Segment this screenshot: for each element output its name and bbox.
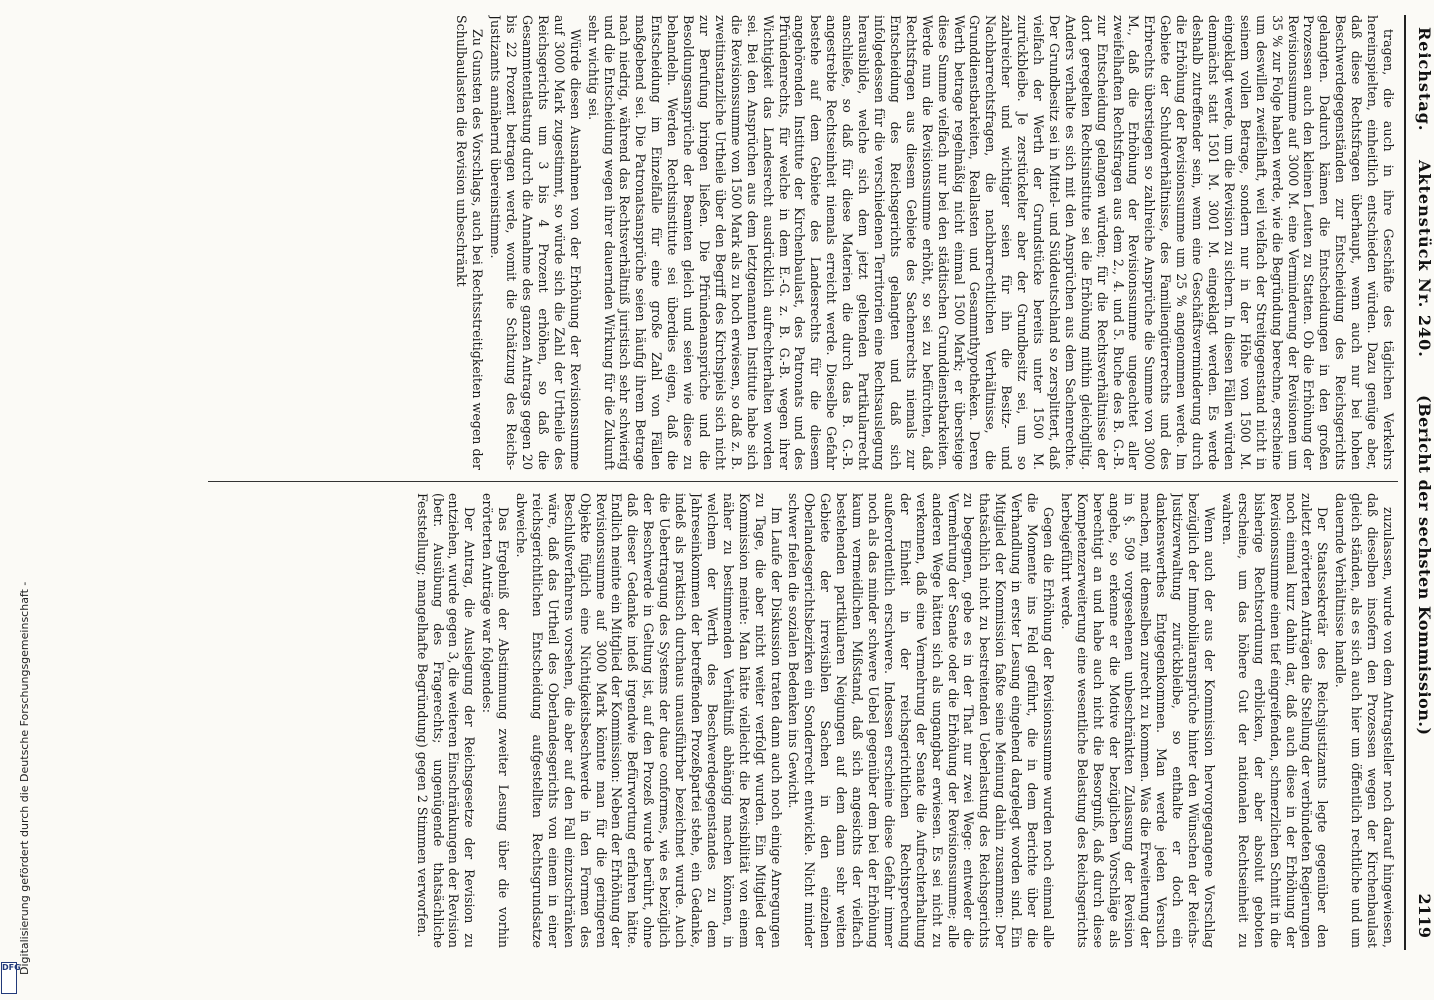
paragraph: Der Staatssekretär des Reichsjustizamts legte gegenüber den zuletzt erörterten Anträgen die Stellung der verbündeten Regierungen noch einmal kurz dahin dar, daß auch diese in der Erhöhung der Revisionssumme einen tief eingreifenden, schmerzlichen Schnitt in die bisherige Rechtsordnung erblicken, der aber absolut geboten erscheine, um das höhere Gut der nationalen Rechtseinheit zu wahren. — [1219, 493, 1331, 948]
paragraph: tragen, die auch in ihre Geschäfte des täglichen Verkehrs hereinspielten, einheitlich entschieden würden. Dazu genüge aber, daß diese Rechtsfragen überhaupt, wenn auch nur bei hohen Beschwerdegegenständen zur Entscheidung des Reichsgerichts gelangten. Dadurch kämen die Entscheidungen in den großen Prozessen auch den kleinen Leuten zu Statten. Ob die Erhöhung der Revisionssumme auf 3000 M. eine Verminderung der Revisionen um 35 % zur Folge haben werde, wie die Begründung berechne, erscheine um deswillen zweifelhaft, weil vielfach der Streitgegenstand nicht in seinem vollen Betrage, sondern nur in der Höhe von 1500 M. eingeklagt werde, um die Revision zu sichern. In diesen Fällen würden demnächst statt 1501 M. 3001 M. eingeklagt werden. Es werde deshalb zutreffender sein, wenn eine Geschäftsverminderung durch die Erhöhung der Revisionssumme um 25 % angenommen werde. Im Gebiete der Schuldverhältnisse, des Familiengüterrechts und des Erbrechts überstiegen so zahlreiche Ansprüche die Summe von 3000 M., daß die Erhöhung der Revisionssumme ungeachtet aller zweifelhaften Rechtsfragen aus dem 2., 4. und 5. Buche des B. G.-B. zur Entscheidung gelangen würden; für die Rechtsverhältnisse der dort geregelten Rechtsinstitute sei die Erhöhung mithin gleichgiltig. Anders verhalte es sich mit den Ansprüchen aus dem Sachenrechte. Der Grundbesitz sei in Mittel- und Süddeutschland so zersplittert, daß vielfach der Werth der Grundstücke bereits unter 1500 M. zurückbleibe. Je zerstückelter aber der Grundbesitz sei, um so zahlreicher und wichtiger seien für ihn die Besitz- und Nachbarrechtsfragen, die nachbarrechtlichen Verhältnisse, die Grunddienstbarkeiten, Reallasten und Gesammthypotheken. Deren Werth betrage regelmäßig nicht einmal 1500 Mark; er übersteige diese Summe vielfach nur bei den städtischen Grunddienstbarkeiten. Werde nun die Revisionssumme erhöht, so sei zu befürchten, daß Rechtsfragen aus diesem Gebiete des Sachenrechts niemals zur Entscheidung des Reichsgerichts gelangten und daß sich infolgedessen für die verschiedenen Territorien eine Rechtsauslegung herausbilde, welche sich dem jetzt geltenden Partikularrecht anschließe, so daß für diese Materien die durch das B. G.-B. angestrebte Rechtseinheit niemals erreicht werde. Dieselbe Gefahr bestehe auf dem Gebiete des Landesrechts für die diesem angehörenden Institute der Kirchenbaulast, des Patronats und des Pfründenrechts, für welche in dem E.-G. z. B. G.-B. wegen ihrer Wichtigkeit das Landesrecht ausdrücklich aufrechterhalten worden sei. Bei den Ansprüchen aus dem letztgenannten Institute habe sich die Revisionssumme von 1500 Mark als zu hoch erwiesen, so daß z. B. zweitinstanzliche Urtheile über den Begriff des Kirchspiels sich nicht zur Berufung bringen ließen. Die Pfründenansprüche und die Besoldungsansprüche der Beamten gleich und seien wie diese zu behandeln. Werden Rechtsinstitute sei überdies eigen, daß die Entscheidung im Einzelfalle für eine große Zahl von Fällen maßgebend sei. Die Patronatsansprüche seien häufig ihrem Betrage nach niedrig, während das Rechtsverhältniß juristisch sehr schwierig und die Entscheidung wegen ihrer dauernden Wirkung für die Zukunft sehr wichtig sei. — [585, 15, 1396, 470]
page-content — [190, 15, 1434, 950]
paragraph: Gegen die Erhöhung der Revisionssumme wurden noch einmal alle die Momente ins Feld geführt, die in dem Berichte über die Verhandlung in erster Lesung eingehend dargelegt worden sind. Ein Mitglied der Kommission faßte seine Meinung dahin zusammen: Der thatsächlich nicht zu bestreitenden Ueberlastung des Reichsgerichts zu begegnen, gebe es in der That nur zwei Wege: entweder die Vermehrung der Senate oder die Erhöhung der Revisionssumme; alle anderen Wege hätten sich als ungangbar erwiesen. Es sei nicht zu verkennen, daß eine Vermehrung der Senate die Aufrechterhaltung der Einheit in der reichsgerichtlichen Rechtsprechung außerordentlich erschwere. Indessen erscheine diese Gefahr immer noch als das minder schwere Uebel gegenüber dem bei der Erhöhung kaum vermeidlichen Mißstand, daß sich angesichts der vielfach bestehenden partikularen Neigungen auf dem dann sehr weiten Gebiete der irrevisiblen Sachen in den einzelnen Oberlandesgerichtsbezirken ein Sonderrecht entwickle. Nicht minder schwer fielen die sozialen Bedenken ins Gewicht. — [786, 493, 1056, 948]
rotated-page-area — [90, 15, 1434, 985]
paragraph: zuzulassen, wurde von dem Antragsteller noch darauf hingewiesen, daß dieselben insofern den Prozessen wegen der Kirchenbaulast gleich ständen, als es sich auch hier um öffentlich rechtliche und um dauernde Verhältnisse handle. — [1333, 493, 1396, 948]
header-publication: Reichstag. — [1415, 27, 1434, 132]
paragraph: Würde diesen Ausnahmen von der Erhöhung der Revisionssumme auf 3000 Mark zugestimmt, so würde sich die Zahl der Urtheile des Reichsgerichts um 3 bis 4 Prozent erhöhen, so daß die Gesammtentlastung durch die Annahme des ganzen Antrags gegen 20 bis 22 Prozent betragen werde, womit die Schätzung des Reichs-Justizamts annähernd übereinstimme. — [488, 15, 583, 470]
text-column-left — [196, 15, 1396, 470]
running-header — [1404, 15, 1434, 950]
paragraph: Zu Gunsten des Vorschlags, auch bei Rechtsstreitigkeiten wegen der Schulbaulasten die Revision unbeschränkt — [454, 15, 486, 470]
header-rule — [1404, 15, 1406, 950]
paragraph: Im Laufe der Diskussion traten dann auch noch einige Anregungen zu Tage, die aber nicht weiter verfolgt wurden. Ein Mitglied der Kommission meinte: Man hätte vielleicht die Revisibilität von einem näher zu bestimmenden Verhältniß abhängig machen können, in welchem der Werth des Beschwerdegegenstandes zu dem Jahreseinkommen der betreffenden Prozeßpartei stehe, ein Gedanke, indeß als praktisch durchaus unausführbar bezeichnet wurde. Auch die Uebertragung des Systems der duae conformes, wie es bezüglich der Beschwerde in Geltung ist, auf den Prozeß wurde berührt, ohne daß dieser Gedanke indeß irgendwie Befürwortung erfahren hätte. Endlich meinte ein Mitglied der Kommission: Neben der Erhöhung der Revisionssumme auf 3000 Mark könnte man für die geringeren Objekte füglich eine Nichtigkeitsbeschwerde in den Formen des Beschlußverfahrens vorsehen, die aber auf den Fall einzuschränken wäre, daß das Urtheil des Oberlandesgerichts von einem in einer reichsgerichtlichen Entscheidung aufgestellten Rechtsgrundsatze abweiche. — [514, 493, 784, 948]
dfg-logo: DFG — [1, 962, 17, 994]
credit-text: Digitalisierung gefördert durch die Deutsche Forschungsgemeinschaft - — [18, 581, 31, 975]
paragraph: Wenn auch der aus der Kommission hervorgegangene Vorschlag bezüglich der Immobiliaransprüche hinter den Wünschen der Reichs-Justizverwaltung zurückbleibe, so enthalte er doch ein dankenswerthes Entgegenkommen. Man werde jeden Versuch machen, mit demselben zurecht zu kommen. Was die Erweiterung der in §. 509 vorgesehenen unbeschränkten Zulassung der Revision angehe, so erkenne er die Motive der bezüglichen Vorschläge als berechtigt an und habe auch nicht die Besorgniß, daß durch diese Kompetenzerweiterung eine wesentliche Belastung des Reichsgerichts herbeigeführt werde. — [1058, 493, 1218, 948]
digitization-credit — [4, 20, 31, 995]
paragraph: Das Ergebniß der Abstimmung zweiter Lesung über die vorhin erörterten Anträge war folgendes: — [480, 493, 512, 948]
column-divider — [208, 481, 1398, 482]
text-column-right — [196, 493, 1396, 948]
header-report-title: (Bericht der sechsten Kommission.) — [1415, 395, 1434, 736]
paragraph: Der Antrag, die Auslegung der Reichsgesetze der Revision zu entziehen, wurde gegen 3, die weiteren Einschränkungen der Revision (betr. Ausübung des Fragerechts; ungenügende thatsächliche Feststellung; mangelhafte Begründung) gegen 2 Stimmen verworfen. — [414, 493, 478, 948]
header-document-number: Aktenstück Nr. 240. — [1415, 160, 1434, 358]
page-number: 2119 — [1415, 893, 1434, 938]
